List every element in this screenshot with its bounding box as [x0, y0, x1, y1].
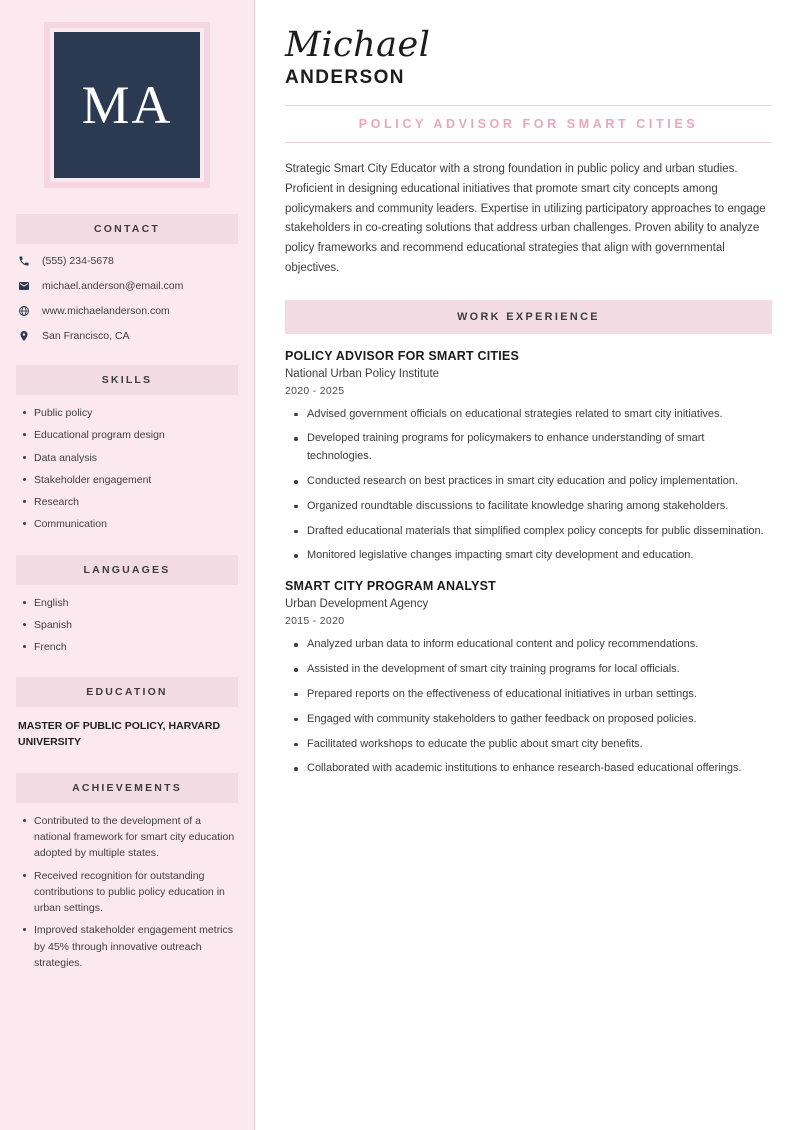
contact-email-text: michael.anderson@email.com — [42, 279, 184, 292]
list-item: Assisted in the development of smart city training programs for local officials. — [307, 661, 772, 679]
skills-section-heading: SKILLS — [16, 365, 238, 395]
job-organization: National Urban Policy Institute — [285, 367, 440, 380]
list-item: Research — [34, 494, 238, 510]
job-organization: Urban Development Agency — [285, 598, 429, 611]
list-item: Facilitated workshops to educate the public about smart city benefits. — [307, 736, 772, 754]
contact-item-phone — [18, 254, 238, 268]
job-entry — [285, 349, 772, 566]
list-item: Spanish — [34, 617, 238, 633]
list-item: English — [34, 595, 238, 611]
skills-list — [16, 405, 238, 533]
monogram-initials: MA — [54, 32, 200, 178]
languages-list — [16, 595, 238, 656]
achievements-section-heading: ACHIEVEMENTS — [16, 773, 238, 803]
list-item: Received recognition for outstanding contributions to public policy education in urban settings. — [34, 868, 238, 917]
list-item: Organized roundtable discussions to facilitate knowledge sharing among stakeholders. — [307, 498, 772, 516]
contact-item-email — [18, 279, 238, 293]
professional-headline: POLICY ADVISOR FOR SMART CITIES — [285, 105, 772, 143]
list-item: Engaged with community stakeholders to gather feedback on proposed policies. — [307, 711, 772, 729]
job-bullet-list — [285, 406, 772, 566]
mail-icon — [18, 279, 36, 293]
list-item: Educational program design — [34, 427, 238, 443]
monogram-frame — [44, 22, 210, 188]
list-item: Collaborated with academic institutions to enhance research-based educational offerings. — [307, 760, 772, 778]
main-content — [255, 0, 800, 1130]
achievements-list — [16, 813, 238, 971]
list-item: Communication — [34, 516, 238, 532]
list-item: Drafted educational materials that simplified complex policy concepts for public dissemination. — [307, 523, 772, 541]
education-degree: MASTER OF PUBLIC POLICY, HARVARD UNIVERSITY — [18, 720, 221, 749]
contact-section-heading: CONTACT — [16, 214, 238, 244]
first-name: Michael — [285, 25, 431, 65]
job-bullet-list — [285, 636, 772, 778]
list-item: Data analysis — [34, 450, 238, 466]
list-item: Conducted research on best practices in smart city education and policy implementation. — [307, 473, 772, 491]
last-name: ANDERSON — [285, 67, 405, 88]
list-item: French — [34, 639, 238, 655]
list-item: Monitored legislative changes impacting smart city development and education. — [307, 547, 772, 565]
languages-section-heading: LANGUAGES — [16, 555, 238, 585]
list-item: Stakeholder engagement — [34, 472, 238, 488]
contact-website-text: www.michaelanderson.com — [42, 304, 170, 317]
job-title: POLICY ADVISOR FOR SMART CITIES — [285, 348, 519, 363]
job-title: SMART CITY PROGRAM ANALYST — [285, 579, 496, 594]
list-item: Advised government officials on educational strategies related to smart city initiatives. — [307, 406, 772, 424]
education-section-heading: EDUCATION — [16, 677, 238, 707]
work-experience-heading: WORK EXPERIENCE — [285, 300, 772, 334]
sidebar — [0, 0, 255, 1130]
job-dates: 2015 - 2020 — [285, 615, 345, 628]
list-item: Analyzed urban data to inform educational content and policy recommendations. — [307, 636, 772, 654]
job-entry — [285, 579, 772, 778]
list-item: Prepared reports on the effectiveness of educational initiatives in urban settings. — [307, 686, 772, 704]
list-item: Public policy — [34, 405, 238, 421]
contact-list — [16, 254, 238, 343]
profile-summary: Strategic Smart City Educator with a strong foundation in public policy and urban studies. Proficient in designing educational initiatives that promote smart city concepts among policymakers and community leaders. Expertise in utilizing participatory approaches to engage stakeholders in co-creating solutions that address urban challenges. Proven ability to analyze policy frameworks and recommend educational strategies that align with governmental objectives. — [285, 163, 766, 274]
job-dates: 2020 - 2025 — [285, 384, 345, 397]
list-item: Developed training programs for policymakers to enhance understanding of smart technologies. — [307, 430, 772, 466]
phone-icon — [18, 254, 36, 268]
contact-item-location — [18, 329, 238, 343]
location-pin-icon — [18, 329, 36, 343]
globe-icon — [18, 304, 36, 318]
contact-location-text: San Francisco, CA — [42, 329, 130, 342]
list-item: Contributed to the development of a national framework for smart city education adopted by multiple states. — [34, 813, 238, 862]
list-item: Improved stakeholder engagement metrics by 45% through innovative outreach strategies. — [34, 922, 238, 971]
contact-item-website — [18, 304, 238, 318]
contact-phone-text: (555) 234-5678 — [42, 254, 114, 267]
